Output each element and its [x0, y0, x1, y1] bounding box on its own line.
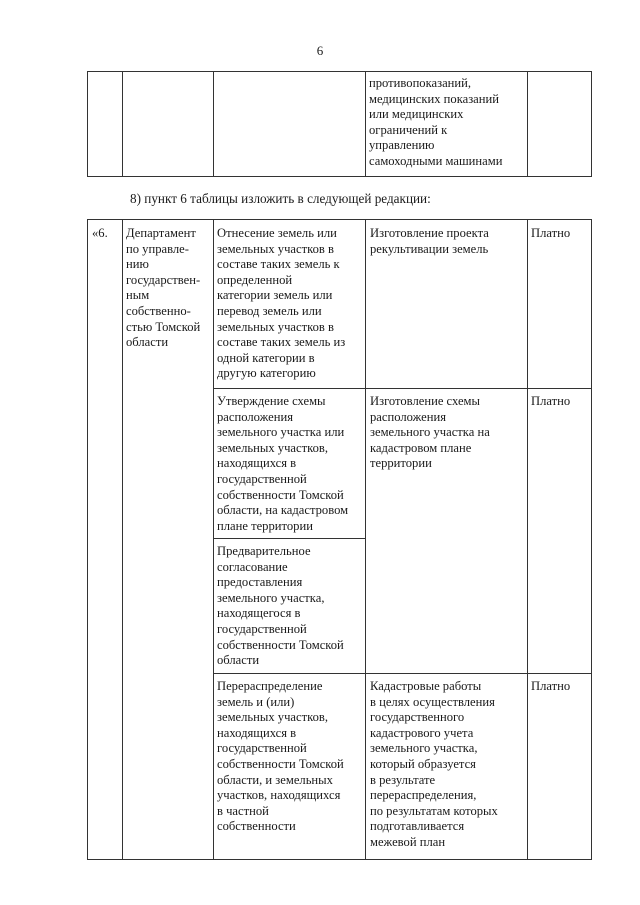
- page-number: 6: [316, 43, 324, 58]
- service-cell-3: Предварительное согласование предоставления земельного участка, находящегося в государственной собственности Томской области: [217, 544, 344, 668]
- services-table: [87, 219, 592, 860]
- service-cell-1: Отнесение земель или земельных участков в составе таких земель к определенной категории земель или перевод земель или земельных участков в составе таких земель из одной категории в другую категорию: [217, 226, 346, 381]
- fee-cell-3: Платно: [531, 679, 571, 693]
- required-service-cell-3: Кадастровые работы в целях осуществления государственного кадастрового учета земельного участка, который образуется в результате перераспределения, по результатам которых подготавливается межевой план: [370, 679, 498, 849]
- fee-cell-1: Платно: [531, 226, 571, 240]
- department-cell: Департамент по управле- нию государствен- ным собственно- стью Томской области: [126, 226, 201, 350]
- row-number: «6.: [92, 226, 108, 240]
- intro-paragraph: 8) пункт 6 таблицы изложить в следующей редакции:: [130, 191, 431, 206]
- service-cell-4: Перераспределение земель и (или) земельных участков, находящихся в государственной собственности Томской области, и земельных участков, находящихся в частной собственности: [217, 679, 344, 834]
- required-service-cell-1: Изготовление проекта рекультивации земель: [370, 226, 489, 256]
- required-service-cell-2: Изготовление схемы расположения земельного участка на кадастровом плане территории: [370, 394, 490, 471]
- service-cell-2: Утверждение схемы расположения земельного участка или земельных участков, находящихся в государственной собственности Томской области, на кадастровом плане территории: [217, 394, 349, 533]
- continued-row-col4: противопоказаний, медицинских показаний или медицинских ограничений к управлению самоходными машинами: [369, 76, 503, 168]
- fee-cell-2: Платно: [531, 394, 571, 408]
- continued-table: [87, 71, 592, 177]
